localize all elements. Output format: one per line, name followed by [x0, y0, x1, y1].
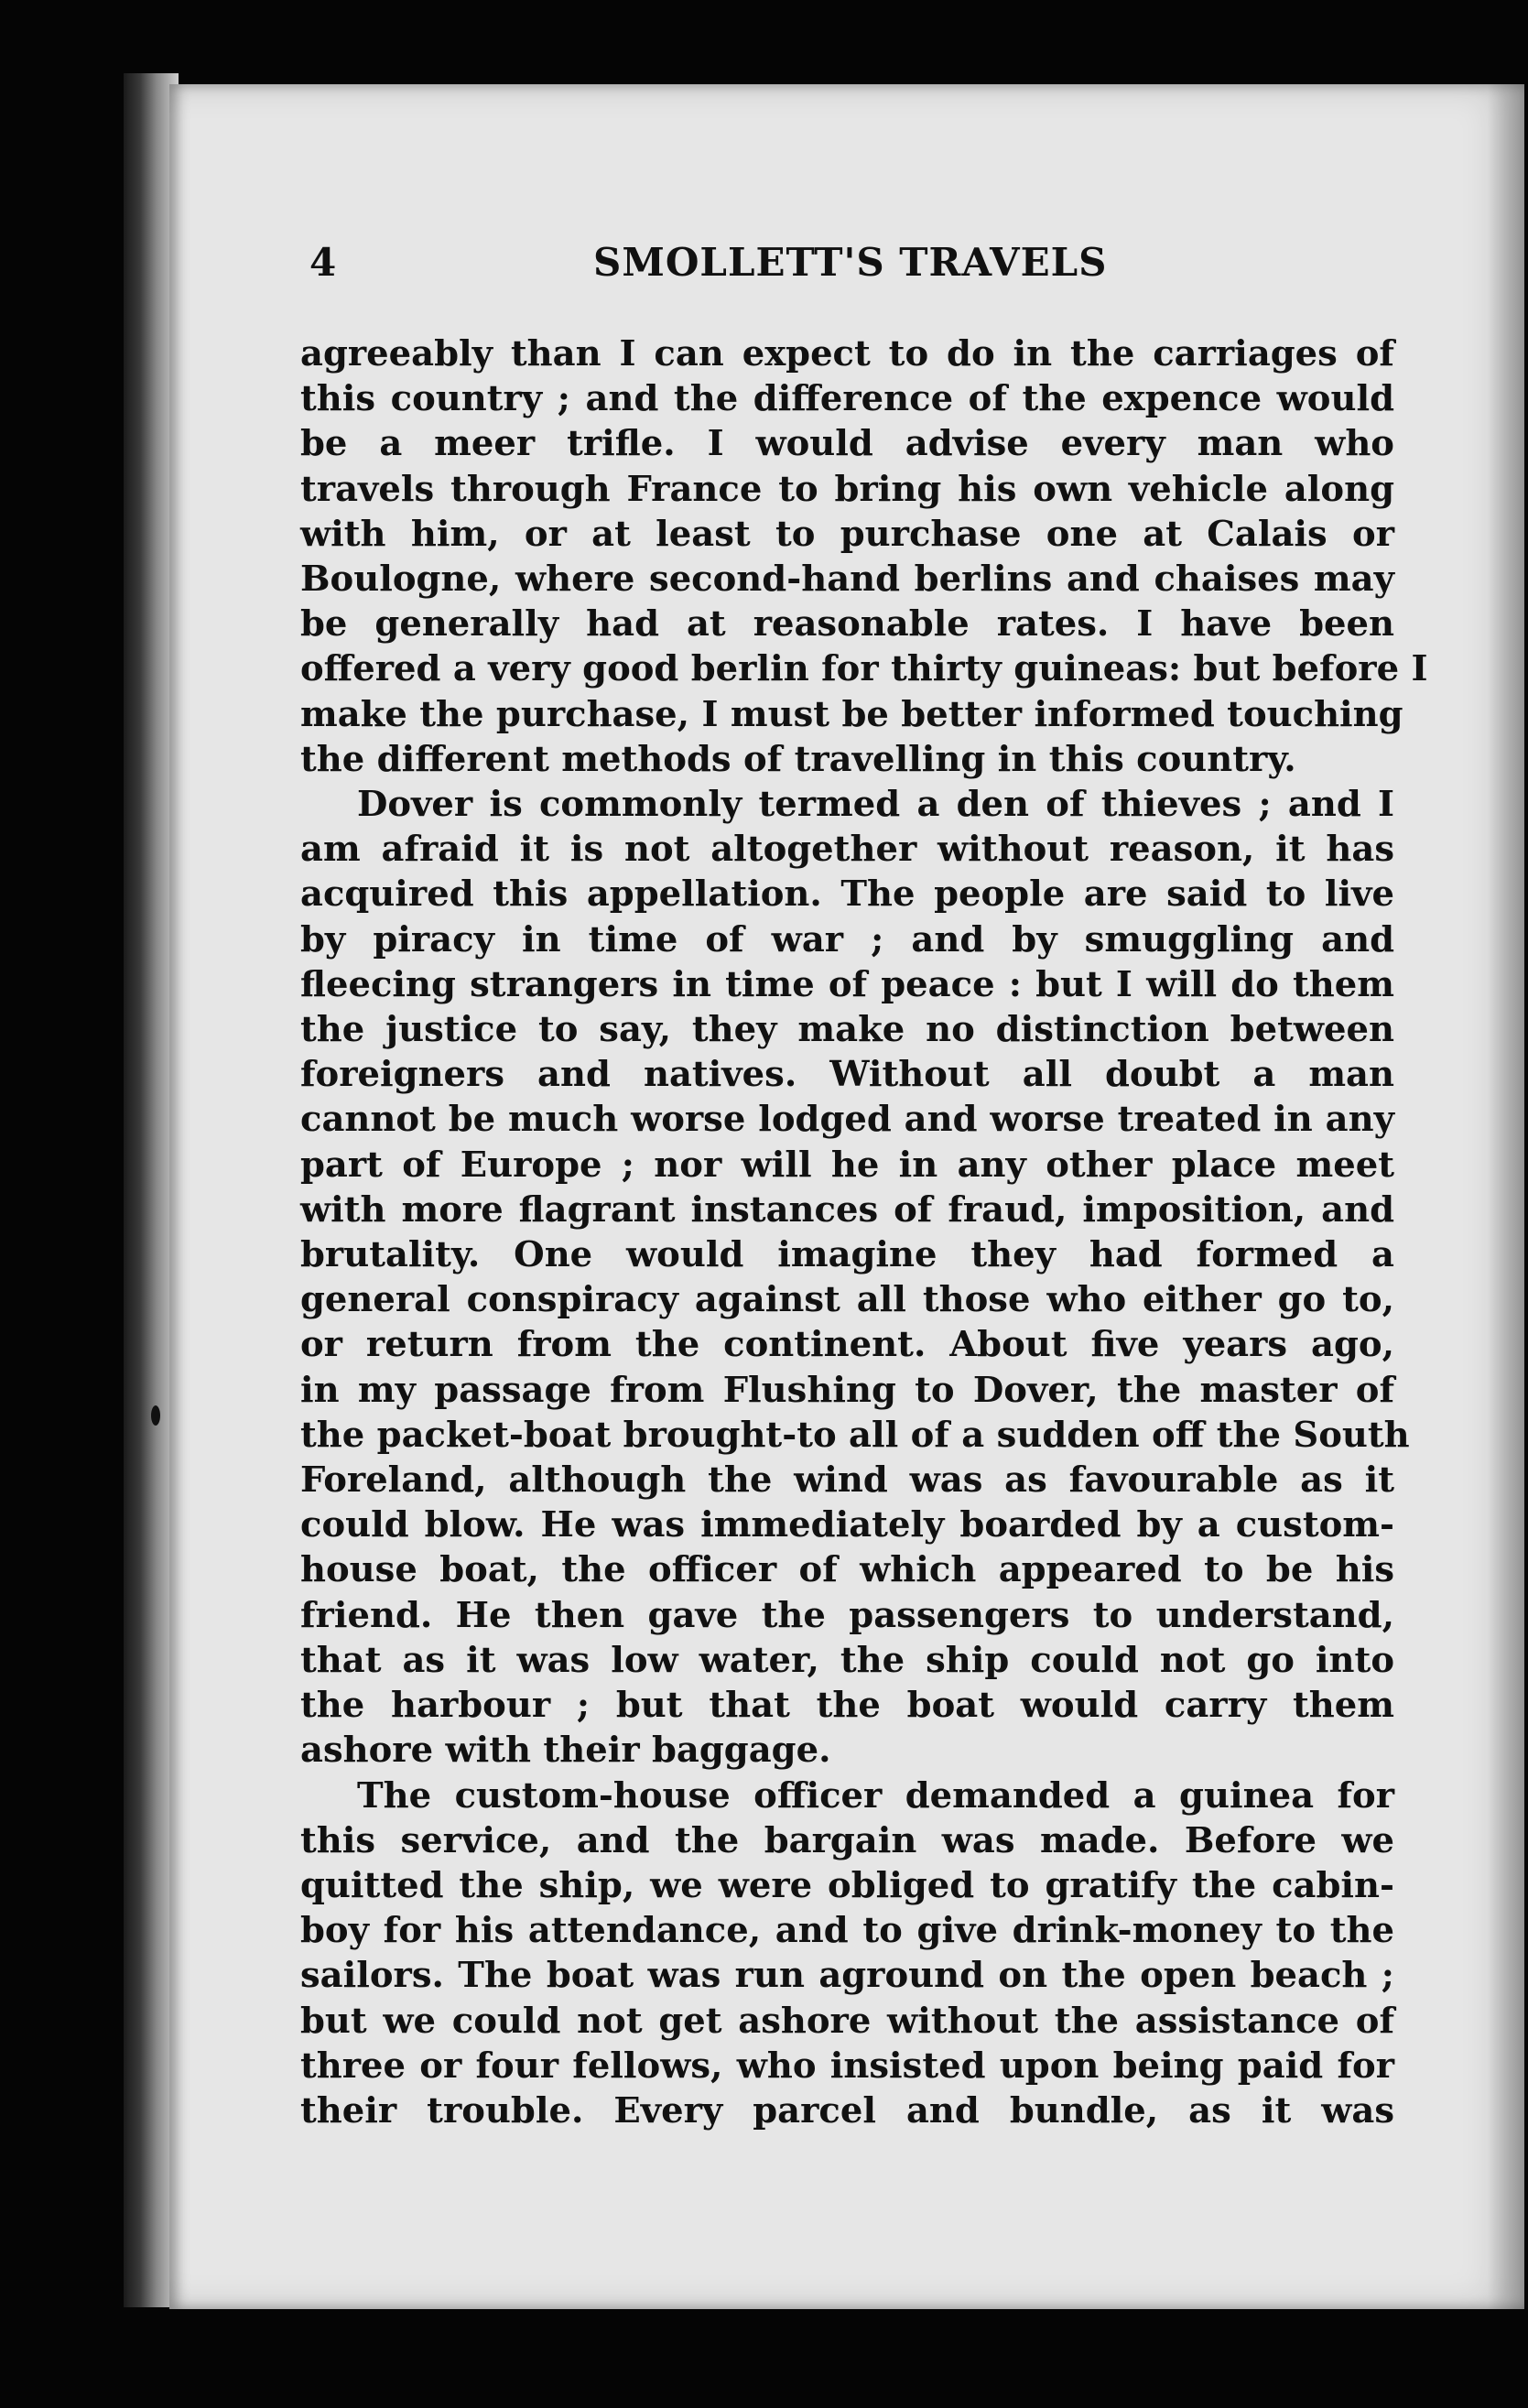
- text-line: be generally had at reasonable rates. I have been: [300, 603, 1394, 645]
- text-line: Foreland, although the wind was as favourable as it: [300, 1459, 1394, 1502]
- text-line: friend. He then gave the passengers to understand,: [300, 1594, 1394, 1636]
- text-line: three or four fellows, who insisted upon being paid for: [300, 2045, 1394, 2087]
- text-line: part of Europe ; nor will he in any other place meet: [300, 1144, 1394, 1186]
- text-line: brutality. One would imagine they had formed a: [300, 1234, 1394, 1276]
- text-line: acquired this appellation. The people are said to live: [300, 873, 1394, 916]
- text-line: ashore with their baggage.: [300, 1730, 831, 1772]
- text-line: their trouble. Every parcel and bundle, as it was: [300, 2089, 1394, 2131]
- text-line: that as it was low water, the ship could not go into: [300, 1639, 1394, 1681]
- running-head: SMOLLETT'S TRAVELS: [593, 240, 1108, 285]
- text-line: this service, and the bargain was made. Before we: [300, 1819, 1394, 1861]
- margin-mark: [151, 1405, 160, 1426]
- text-line: house boat, the officer of which appeared to be his: [300, 1549, 1394, 1591]
- text-line: travels through France to bring his own vehicle along: [300, 468, 1394, 510]
- text-line: with more flagrant instances of fraud, imposition, and: [300, 1188, 1394, 1231]
- text-line: offered a very good berlin for thirty guineas: but before I: [300, 648, 1428, 690]
- text-line: could blow. He was immediately boarded by a custom-: [300, 1504, 1394, 1546]
- text-line: boy for his attendance, and to give drink-money to the: [300, 1910, 1394, 1952]
- text-line: quitted the ship, we were obliged to gratify the cabin-: [300, 1864, 1394, 1906]
- text-line: The custom-house officer demanded a guinea for: [357, 1774, 1394, 1817]
- text-line: the different methods of travelling in this country.: [300, 738, 1296, 780]
- text-line: Boulogne, where second-hand berlins and chaises may: [300, 559, 1394, 601]
- text-line: Dover is commonly termed a den of thieves ; and I: [357, 784, 1394, 826]
- text-line: but we could not get ashore without the assistance of: [300, 2000, 1394, 2042]
- text-line: in my passage from Flushing to Dover, the master of: [300, 1369, 1394, 1411]
- page-number: 4: [309, 240, 337, 285]
- text-line: the packet-boat brought-to all of a sudden off the South: [300, 1414, 1410, 1456]
- text-line: fleecing strangers in time of peace : but I will do them: [300, 963, 1394, 1005]
- text-line: foreigners and natives. Without all doubt a man: [300, 1054, 1394, 1096]
- text-line: am afraid it is not altogether without reason, it has: [300, 829, 1394, 871]
- page-gutter-shadow: [1488, 84, 1524, 2309]
- text-line: by piracy in time of war ; and by smuggling and: [300, 918, 1394, 960]
- text-line: with him, or at least to purchase one at Calais or: [300, 513, 1394, 555]
- page-header: [309, 240, 1392, 295]
- text-line: this country ; and the difference of the expence would: [300, 378, 1394, 420]
- text-line: the harbour ; but that the boat would carry them: [300, 1685, 1394, 1727]
- text-line: or return from the continent. About five years ago,: [300, 1324, 1394, 1366]
- text-line: be a meer trifle. I would advise every man who: [300, 423, 1394, 465]
- text-line: sailors. The boat was run aground on the open beach ;: [300, 1955, 1394, 1997]
- text-line: cannot be much worse lodged and worse treated in any: [300, 1099, 1394, 1141]
- text-line: make the purchase, I must be better informed touching: [300, 693, 1403, 735]
- text-line: the justice to say, they make no distinction between: [300, 1009, 1394, 1051]
- body-text: [300, 331, 1428, 2133]
- text-line: general conspiracy against all those who either go to,: [300, 1279, 1394, 1321]
- text-line: agreeably than I can expect to do in the carriages of: [300, 333, 1394, 374]
